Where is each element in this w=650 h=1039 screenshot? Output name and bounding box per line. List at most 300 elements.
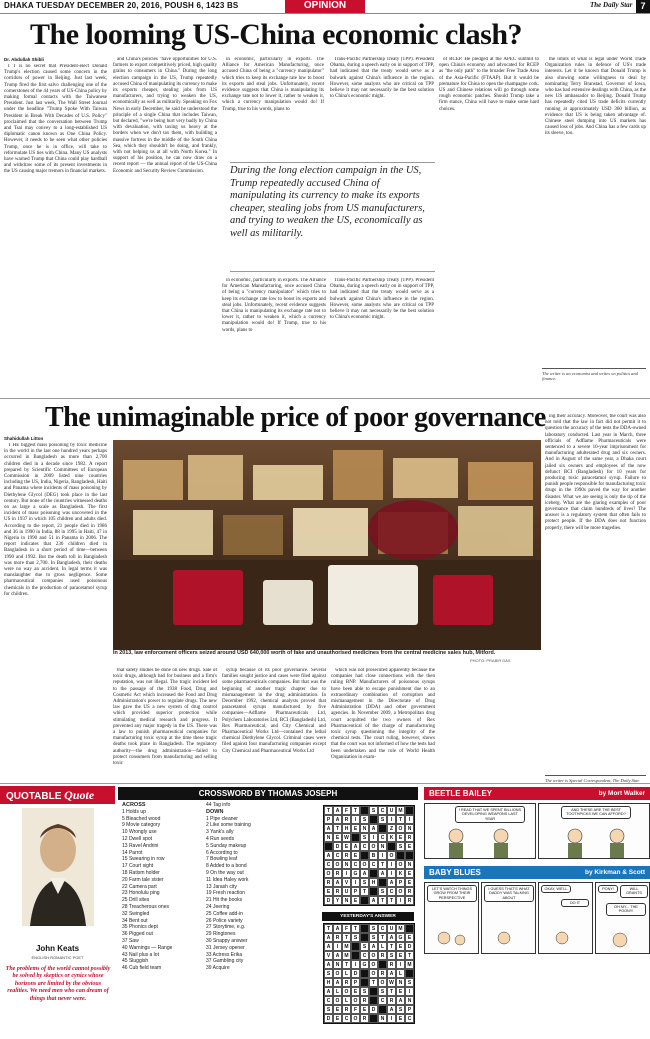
grid-cell: T: [369, 978, 378, 987]
down-clue-list: [206, 816, 284, 972]
grid-cell: R: [360, 1014, 369, 1023]
grid-cell[interactable]: A: [324, 824, 333, 833]
grid-cell[interactable]: R: [342, 815, 351, 824]
grid-block: [378, 878, 387, 887]
grid-cell: E: [351, 987, 360, 996]
baby-bubble-4: DO IT: [561, 899, 589, 907]
beetle-bubble-2: AND THESE ARE THE BEST TOOTHPICKS WE CAN AFFORD?: [561, 806, 631, 819]
clue-item: 25 Coffee add-in: [206, 910, 243, 917]
grid-cell: T: [378, 933, 387, 942]
grid-cell: A: [333, 978, 342, 987]
grid-cell[interactable]: R: [324, 878, 333, 887]
photo-caption: In 2013, law enforcement officers seized around USD 640,000 worth of fake and unauthorised medicines from the central medicine sales hub, Mitford.: [113, 650, 496, 656]
grid-cell: H: [324, 978, 333, 987]
grid-cell[interactable]: V: [342, 878, 351, 887]
crossword-grid[interactable]: [323, 805, 415, 906]
clue-item: 46 Cub field team: [122, 965, 162, 972]
article1-col2: [113, 57, 217, 394]
clue-item: 5 Bleached wood: [122, 815, 161, 822]
clue-item: 39 Acquire: [206, 965, 230, 972]
grid-cell[interactable]: O: [396, 824, 405, 833]
grid-cell[interactable]: T: [360, 887, 369, 896]
clue-item: 36 Pigged out: [122, 931, 153, 938]
clue-item: 6 According to: [206, 849, 238, 856]
grid-cell[interactable]: I: [387, 860, 396, 869]
grid-cell[interactable]: R: [405, 833, 414, 842]
baby-blues-author: by Kirkman & Scott: [585, 869, 645, 876]
grid-cell[interactable]: R: [405, 887, 414, 896]
grid-cell[interactable]: S: [360, 833, 369, 842]
grid-cell[interactable]: U: [387, 806, 396, 815]
grid-cell: C: [360, 951, 369, 960]
grid-block: [369, 887, 378, 896]
beetle-bailey-title: BEETLE BAILEY: [429, 789, 493, 798]
grid-cell[interactable]: C: [387, 887, 396, 896]
grid-cell[interactable]: O: [333, 860, 342, 869]
grid-cell[interactable]: N: [405, 824, 414, 833]
article2-col3-text: syrup because of its poor governance. Several families sought justice and cases were filed against some pharmaceuticals companies. But that was the beginning of another tragic chapter due to mismanagement in the drug administration. In December 1992, chemical analysts proved that paracetamol syrups manufactured by five companies—Adflame Pharmaceuticals Ltd, Polychem Laboratories Ltd, BCI (Bangladesh) Ltd, Rex Pharmaceutical, and City Chemical and Pharmaceutical Works Ltd—contained the lethal chemical Diethylene Glycol. Criminal cases were filed against four manufacturing companies except City Chemical and Pharmaceutical Works Ltd: [222, 668, 326, 754]
grid-cell: E: [396, 951, 405, 960]
clue-item: 40 Warnings — Range: [122, 944, 173, 951]
clue-item: 10 Wrongly use: [122, 829, 157, 836]
clue-item: 11 Idea Haley work: [206, 876, 249, 883]
baby-bubble-7: OH MY... THE POONY!: [606, 903, 646, 916]
clue-item: 1 Pipe cleaner: [206, 815, 238, 822]
down-clue-list-a: [206, 802, 284, 809]
grid-cell[interactable]: E: [324, 887, 333, 896]
grid-cell[interactable]: T: [351, 806, 360, 815]
grid-cell[interactable]: C: [324, 860, 333, 869]
grid-cell[interactable]: E: [333, 833, 342, 842]
beetle-panel-1: [424, 803, 536, 859]
article2-col4-text: which was not prosecuted apparently because the companies had close connections with the then ruling BNP. Manufacturers of poisonous syrups have been able to escape punishment due to an extraordinary combination of corruption and mismanagement in the Directorate of Drug Administration (DDA) and other government agencies. In November 2009, a Metropolitan drug court acquitted the two owners of Rex Pharmaceutical of the charge of manufacturing toxic syrup questioning the integrity of the chemical tests. The court ruling, however, shows that the court was not informed of how the tests had been undertaken and the role of World Health Organization in exam-: [331, 668, 435, 760]
grid-cell[interactable]: O: [396, 887, 405, 896]
grid-cell: O: [378, 978, 387, 987]
grid-cell: C: [324, 996, 333, 1005]
baby-bubble-2: I GUESS THAT'S WHAT DADDY WAS TALKING ABOUT: [484, 885, 534, 902]
article1-col2-text: and China's policies "have opportunities for U.S. farmers to export competitively priced, high quality grains to consumers in China." During the long election campaign in the US, Trump repeatedly accused China of manipulating its currency to make its exports cheaper, stealing jobs from US manufacturers, and trying to weaken the US, economically as well as militarily. Speaking on Fox News in early December, he said he understood the principle of a single China that includes Taiwan, but declared, "we're being hurt very badly by China with devaluation, with taxing us heavy at the borders when we don't tax them, with building a massive fortress in the middle of the South China Sea, which they shouldn't be doing, and frankly, with not helping us at all with North Korea." In support of his position, he can now draw on a recent report — the annual report of the US-China Economic and Security Review Commission.: [113, 57, 217, 174]
grid-cell[interactable]: I: [369, 833, 378, 842]
grid-block: [405, 924, 414, 933]
grid-cell: L: [333, 987, 342, 996]
grid-cell[interactable]: T: [324, 806, 333, 815]
grid-cell: A: [324, 960, 333, 969]
grid-cell[interactable]: E: [351, 896, 360, 905]
grid-cell[interactable]: A: [378, 869, 387, 878]
photo-credit: PHOTO: PRABIR DAS: [470, 658, 511, 663]
grid-cell[interactable]: O: [360, 860, 369, 869]
clue-item: 30 Snappy answer: [206, 937, 248, 944]
article1-col3b-text: in economic, particularly in exports. The Alliance for American Manufacturing, once accused China of being a "currency manipulator" which tries to keep its exchange rate low to boost its exports and steal jobs. Unfortunately, recent evidence suggests that China is manipulating its exchange rate not to lower it, rather to weaken it, which a currency manipulation would do! If Trump, true to his words, plans to: [222, 278, 326, 333]
quote-header: [0, 786, 115, 804]
grid-block: [396, 851, 405, 860]
grid-block: [387, 842, 396, 851]
grid-cell: C: [378, 996, 387, 1005]
grid-cell[interactable]: E: [405, 842, 414, 851]
grid-cell: R: [387, 960, 396, 969]
section-divider-bottom: [0, 783, 650, 784]
grid-cell: A: [324, 933, 333, 942]
grid-cell: S: [360, 942, 369, 951]
grid-cell[interactable]: U: [342, 887, 351, 896]
yesterdays-answer-label: YESTERDAY'S ANSWER: [322, 912, 414, 921]
grid-cell[interactable]: H: [342, 824, 351, 833]
clue-item: 9 Movie category: [122, 822, 161, 829]
grid-cell[interactable]: D: [333, 842, 342, 851]
grid-cell[interactable]: O: [324, 869, 333, 878]
grid-cell: A: [396, 996, 405, 1005]
clue-item: 8 Added to a bond: [206, 863, 247, 870]
clue-item: 45 Sluggish: [122, 958, 149, 965]
article1-writer-note: The writer is an economist and writes on politics and finance.: [542, 368, 646, 381]
grid-cell: A: [324, 942, 333, 951]
clue-item: 29 Ringtones: [206, 931, 236, 938]
grid-cell: C: [342, 1014, 351, 1023]
grid-cell[interactable]: T: [396, 815, 405, 824]
grid-cell: I: [396, 960, 405, 969]
quote-author-name: John Keats: [35, 944, 80, 953]
grid-cell[interactable]: C: [378, 806, 387, 815]
grid-cell: C: [378, 924, 387, 933]
baby-bubble-6: WILL GRANTS: [620, 885, 648, 898]
grid-cell: M: [396, 924, 405, 933]
grid-block: [360, 851, 369, 860]
article2-col1-text: T HE biggest mass poisoning by toxic medicine in the world in the last one hundred years perhaps occurred in Bangladesh as more than 2,700 children died in a decade since 1982. A report prepared by Scientific Committees of European Commission in 2009 listed nine countries including the US, India, Nigeria, Bangladesh, Haiti and Panama where incidents of mass poisoning by Diethylene Glycol (DEG) took place in the last century. But none of the countries witnessed deaths on as large a scale as Bangladesh. The first incident of mass poisoning was uncovered in the US in 1937 in which 105 children and adults died. According to the report, 21 people died in 1986 and 36 in 1990 in India, 88 in 1995 in Haiti, 47 in Nigeria in 1990 and 51 in Panama in 2006. The report indicates that 236 children died in Bangladesh in a short period of time—between 1990 and 1992. But the death toll in Bangladesh was more than 2,700. In Bangladesh, their deaths were no way an accident. In legal terms it was manslaughter due to gross negligence. Some pharmaceutical companies used poisonous chemicals in the production of paracetamol syrup for children.: [4, 443, 107, 597]
quote-text: The problems of the world cannot possibly be solved by skeptics or cynics whose horizons are limited by the obvious realities. We need men who can dream of things that never were.: [5, 966, 111, 1002]
grid-cell[interactable]: A: [369, 824, 378, 833]
clue-item: 24 Jeering: [206, 903, 230, 910]
grid-cell[interactable]: S: [396, 842, 405, 851]
grid-cell: T: [387, 942, 396, 951]
clue-item: 23 Honolulu ping: [122, 890, 160, 897]
grid-block: [360, 969, 369, 978]
grid-cell: R: [360, 996, 369, 1005]
quote-header-word2: Quote: [64, 788, 95, 802]
baby-bubble-1: LET'S WATCH THINGS GROW FROM THEIR PERSPECTIVE: [427, 885, 477, 902]
baby-blues-characters: [424, 930, 650, 954]
across-heading: ACROSS: [122, 802, 146, 808]
beetle-characters-2: [545, 826, 645, 858]
grid-cell[interactable]: O: [396, 860, 405, 869]
clue-item: 44 Tag info: [206, 802, 231, 808]
beetle-bailey-author: by Mort Walker: [598, 790, 645, 797]
down-heading: DOWN: [206, 808, 224, 815]
grid-cell[interactable]: E: [351, 824, 360, 833]
grid-cell: S: [396, 1005, 405, 1014]
grid-cell: O: [333, 969, 342, 978]
article1-col5-text: of RCEP. He pledged at the APEC summit to open China's economy and advocated for RCEP as "the only path" to the broader Free Trade Area of the Asia-Pacific (FTAAP). But it would be premature for China to open the champagne cork. US and Chinese relations will go through some rough economic patches. Should Trump take a firm stance, China will have to make some hard choices.: [439, 57, 539, 112]
grid-cell: N: [333, 960, 342, 969]
grid-block: [324, 842, 333, 851]
grid-cell: F: [342, 924, 351, 933]
grid-cell[interactable]: A: [351, 842, 360, 851]
article2-photo[interactable]: [113, 440, 541, 650]
grid-cell: S: [360, 987, 369, 996]
grid-cell: A: [333, 951, 342, 960]
grid-cell[interactable]: E: [405, 878, 414, 887]
grid-cell: S: [324, 969, 333, 978]
article1-col4b: [330, 278, 434, 394]
quote-header-word1: QUOTABLE: [6, 791, 62, 802]
grid-cell: T: [387, 987, 396, 996]
grid-cell[interactable]: C: [378, 833, 387, 842]
beetle-bailey-header: [424, 787, 650, 800]
grid-cell: E: [360, 1005, 369, 1014]
article2-col5: [545, 414, 646, 776]
crossword-title: CROSSWORD BY THOMAS JOSEPH: [118, 787, 418, 800]
grid-cell[interactable]: K: [387, 833, 396, 842]
article1-col5: [439, 57, 539, 394]
grid-cell[interactable]: R: [342, 851, 351, 860]
baby-blues-header: [424, 866, 650, 879]
grid-cell: E: [396, 987, 405, 996]
grid-cell[interactable]: D: [324, 896, 333, 905]
article1-col3-text: in economic, particularly in exports. The Alliance for American Manufacturing, once accused China of being a "currency manipulator" which tries to keep its exchange rate low to boost its exports and steal jobs. Unfortunately, recent evidence suggests that China is manipulating its exchange rate not to lower it, rather to weaken it, which a currency manipulation would do! If Trump, true to his words, plans to: [222, 57, 324, 112]
article1-col1: [4, 64, 107, 394]
clue-item: 37 Saw: [122, 937, 139, 944]
grid-cell[interactable]: N: [405, 860, 414, 869]
grid-cell: G: [396, 933, 405, 942]
grid-cell[interactable]: S: [360, 878, 369, 887]
grid-cell[interactable]: P: [351, 887, 360, 896]
clue-item: 4 Run seeds: [206, 835, 235, 842]
grid-cell[interactable]: I: [387, 815, 396, 824]
grid-cell[interactable]: Z: [387, 824, 396, 833]
grid-cell[interactable]: I: [351, 878, 360, 887]
grid-cell[interactable]: S: [378, 887, 387, 896]
grid-cell[interactable]: T: [378, 860, 387, 869]
grid-cell[interactable]: O: [387, 851, 396, 860]
down-clues: [206, 802, 284, 972]
grid-cell[interactable]: N: [324, 833, 333, 842]
grid-cell[interactable]: T: [378, 896, 387, 905]
grid-cell: T: [324, 924, 333, 933]
yesterdays-answer-grid: [323, 923, 415, 1024]
grid-block: [360, 924, 369, 933]
grid-block: [369, 987, 378, 996]
grid-cell[interactable]: C: [369, 860, 378, 869]
dateline: DHAKA TUESDAY DECEMBER 20, 2016, POUSH 6, 1423 BS: [4, 1, 239, 10]
grid-cell: I: [405, 987, 414, 996]
grid-cell: S: [405, 978, 414, 987]
grid-cell[interactable]: E: [405, 869, 414, 878]
grid-cell[interactable]: N: [342, 860, 351, 869]
clue-item: 19 Fresh reaction: [206, 890, 245, 897]
grid-cell: R: [378, 951, 387, 960]
grid-cell: S: [351, 933, 360, 942]
grid-cell[interactable]: T: [333, 824, 342, 833]
beetle-characters-1: [431, 826, 531, 858]
paper-name: The Daily Star: [590, 1, 633, 9]
john-keats-portrait: [22, 808, 94, 926]
grid-cell[interactable]: H: [369, 878, 378, 887]
grid-cell: M: [405, 960, 414, 969]
grid-cell[interactable]: A: [360, 869, 369, 878]
grid-cell[interactable]: K: [396, 869, 405, 878]
article2-byline: Shahidullah Litton: [4, 436, 44, 441]
clue-item: 13 Jarash city: [206, 883, 237, 890]
grid-cell: R: [333, 933, 342, 942]
grid-cell: A: [369, 942, 378, 951]
grid-cell[interactable]: I: [378, 851, 387, 860]
clue-item: 2 Like some training: [206, 822, 251, 829]
grid-cell: O: [369, 969, 378, 978]
grid-block: [378, 824, 387, 833]
clue-item: 12 Dwell spot: [122, 835, 153, 842]
clue-item: 22 Camera part: [122, 883, 157, 890]
grid-cell: I: [333, 942, 342, 951]
clue-item: 28 Treacherous ones: [122, 903, 169, 910]
clue-item: 43 Nail plus a lot: [122, 951, 159, 958]
grid-cell[interactable]: A: [324, 851, 333, 860]
clue-item: 34 Bent out: [122, 917, 148, 924]
grid-cell[interactable]: N: [360, 824, 369, 833]
grid-cell: O: [333, 996, 342, 1005]
grid-block: [360, 978, 369, 987]
grid-cell: M: [342, 942, 351, 951]
grid-cell: S: [369, 933, 378, 942]
grid-cell[interactable]: R: [333, 887, 342, 896]
article2-col2-text: that safety studies be done on new drugs. Sale of toxic drugs, although bad for business and a firm's reputation, was not illegal. The tragic incident led to the passage of the 1938 Food, Drug and Cosmetic Act which increased the Food and Drug Administration's power to regulate drugs. The new law gave the US a new system of drug control which provided superior protection while stimulating medical research and progress. It prevented any major tragedy in the US. There was a law to punish pharmaceutical companies for manufacturing toxic syrup at the time these tragic deaths took place in Bangladesh. The regulatory authority—the drug administration—failed to protect consumers from manufacturing and selling toxic: [113, 668, 217, 767]
grid-cell[interactable]: S: [360, 815, 369, 824]
grid-cell: P: [405, 1005, 414, 1014]
baby-bubble-3: OKAY, WE'LL: [541, 885, 571, 893]
grid-cell[interactable]: P: [324, 815, 333, 824]
grid-cell: R: [387, 996, 396, 1005]
clue-item: 33 Actress Erika: [206, 951, 243, 958]
article1-col1-text: I T is no secret that President-elect Donald Trump's election caused some concern in the corridors of power in Beijing. Just last week, Trump fired the first salvo challenging one of the cornerstones of the 44 years of US-China policy by making formal contacts with the Taiwanese President. Just last week, The Wall Street Journal under the headline "Trump Spoke With Taiwan President in Break With Decades of U.S. Policy" proclaimed that the conversation between Trump and Tsai may convey to a long-established US diplomatic canon known as One China Policy. However, it needs to be seen what other policies Trump, once he is in office, will take to reformulate US ties with China. Many US analysts have warned Trump that China could play hardball and withdraw some of its present investments in the US causing major tremors in financial markets.: [4, 64, 107, 175]
grid-cell[interactable]: R: [405, 896, 414, 905]
grid-cell: E: [396, 942, 405, 951]
grid-cell[interactable]: I: [405, 815, 414, 824]
article1-pullquote: During the long election campaign in the US, Trump repeatedly accused China of manipulating its currency to make its exports cheaper, stealing jobs from US manufacturers, and trying to weaken the US, economically as well as militarily.: [230, 162, 435, 272]
grid-cell: N: [405, 996, 414, 1005]
clue-item: 20 Farm tale sister: [122, 876, 164, 883]
grid-block: [360, 933, 369, 942]
grid-cell[interactable]: A: [387, 878, 396, 887]
clue-item: 37 Gambling city: [206, 958, 244, 965]
article2-headline[interactable]: The unimaginable price of poor governance: [45, 402, 546, 433]
article2-col1: [4, 443, 107, 781]
clue-item: 26 Police variety: [206, 917, 243, 924]
clue-item: 25 Drill sites: [122, 897, 150, 904]
grid-cell[interactable]: R: [333, 869, 342, 878]
grid-cell: U: [387, 924, 396, 933]
grid-cell: A: [387, 933, 396, 942]
grid-cell[interactable]: A: [333, 806, 342, 815]
grid-cell[interactable]: Y: [333, 896, 342, 905]
article1-col3: [222, 57, 324, 157]
article1-col6: [545, 57, 646, 365]
grid-cell: S: [369, 924, 378, 933]
article1-byline: Dr. Abdullah Shibli: [4, 57, 44, 62]
grid-cell: G: [360, 960, 369, 969]
grid-cell: A: [387, 1005, 396, 1014]
grid-cell[interactable]: T: [387, 896, 396, 905]
article2-writer-note: The writer is Special Correspondent, The Daily Star.: [545, 775, 646, 783]
clue-item: 32 Swingled: [122, 910, 150, 917]
article1-headline[interactable]: The looming US-China economic clash?: [30, 18, 523, 51]
grid-cell[interactable]: A: [333, 878, 342, 887]
grid-cell[interactable]: I: [396, 896, 405, 905]
grid-cell: R: [342, 1005, 351, 1014]
grid-cell: V: [324, 951, 333, 960]
grid-block: [405, 969, 414, 978]
grid-cell[interactable]: C: [351, 860, 360, 869]
clue-item: 21 Hit the books: [206, 897, 243, 904]
clue-item: 14 Parrot: [122, 849, 143, 856]
article1-col4-text: Trans-Pacific Partnership Treaty (TPP). President Obama, during a speech early on in support of TPP, had indicated that the treaty would serve as a bulwark against China's influence in the region. However, some analysts who are critical on TPP believe it may not necessarily be the best solution to China's economic might.: [330, 57, 434, 100]
clue-item: 27 Storytime, e.g.: [206, 924, 246, 931]
baby-blues-title: BABY BLUES: [429, 868, 481, 877]
grid-cell[interactable]: C: [360, 842, 369, 851]
grid-cell: N: [396, 978, 405, 987]
grid-cell: L: [378, 942, 387, 951]
clue-item: 1 Holds up: [122, 808, 146, 815]
grid-cell[interactable]: B: [369, 851, 378, 860]
grid-cell[interactable]: F: [342, 806, 351, 815]
grid-cell: D: [351, 969, 360, 978]
grid-cell[interactable]: S: [378, 815, 387, 824]
grid-cell[interactable]: W: [342, 833, 351, 842]
grid-cell: A: [324, 987, 333, 996]
grid-cell: T: [342, 933, 351, 942]
grid-cell[interactable]: I: [351, 815, 360, 824]
across-clue-list: [122, 809, 200, 972]
grid-cell: R: [378, 969, 387, 978]
grid-cell: C: [405, 1014, 414, 1023]
grid-cell[interactable]: S: [369, 806, 378, 815]
across-clues: [122, 802, 200, 972]
grid-cell[interactable]: E: [351, 851, 360, 860]
grid-cell[interactable]: A: [369, 896, 378, 905]
grid-cell[interactable]: N: [378, 842, 387, 851]
article1-col3b: [222, 278, 326, 394]
grid-block: [360, 806, 369, 815]
grid-cell: R: [342, 978, 351, 987]
grid-cell[interactable]: E: [342, 842, 351, 851]
grid-block: [351, 833, 360, 842]
section-label[interactable]: OPINION: [285, 0, 365, 13]
grid-cell: O: [369, 960, 378, 969]
grid-cell: T: [405, 951, 414, 960]
grid-cell: E: [396, 1014, 405, 1023]
grid-cell[interactable]: E: [396, 833, 405, 842]
grid-cell: O: [351, 996, 360, 1005]
article1-col4: [330, 57, 434, 157]
grid-cell[interactable]: O: [369, 842, 378, 851]
grid-cell[interactable]: C: [333, 851, 342, 860]
grid-cell: O: [369, 951, 378, 960]
grid-cell: O: [351, 1014, 360, 1023]
grid-cell: I: [387, 1014, 396, 1023]
grid-cell[interactable]: I: [387, 869, 396, 878]
grid-cell: W: [387, 978, 396, 987]
grid-block: [405, 851, 414, 860]
grid-cell: I: [351, 960, 360, 969]
grid-cell[interactable]: G: [351, 869, 360, 878]
grid-cell: L: [396, 969, 405, 978]
grid-cell: E: [333, 1005, 342, 1014]
grid-cell[interactable]: N: [342, 896, 351, 905]
grid-cell: S: [378, 987, 387, 996]
grid-cell[interactable]: P: [396, 878, 405, 887]
article2-col3: [222, 668, 326, 782]
grid-cell: S: [387, 951, 396, 960]
grid-cell[interactable]: I: [342, 869, 351, 878]
grid-cell[interactable]: A: [333, 815, 342, 824]
grid-cell[interactable]: M: [396, 806, 405, 815]
